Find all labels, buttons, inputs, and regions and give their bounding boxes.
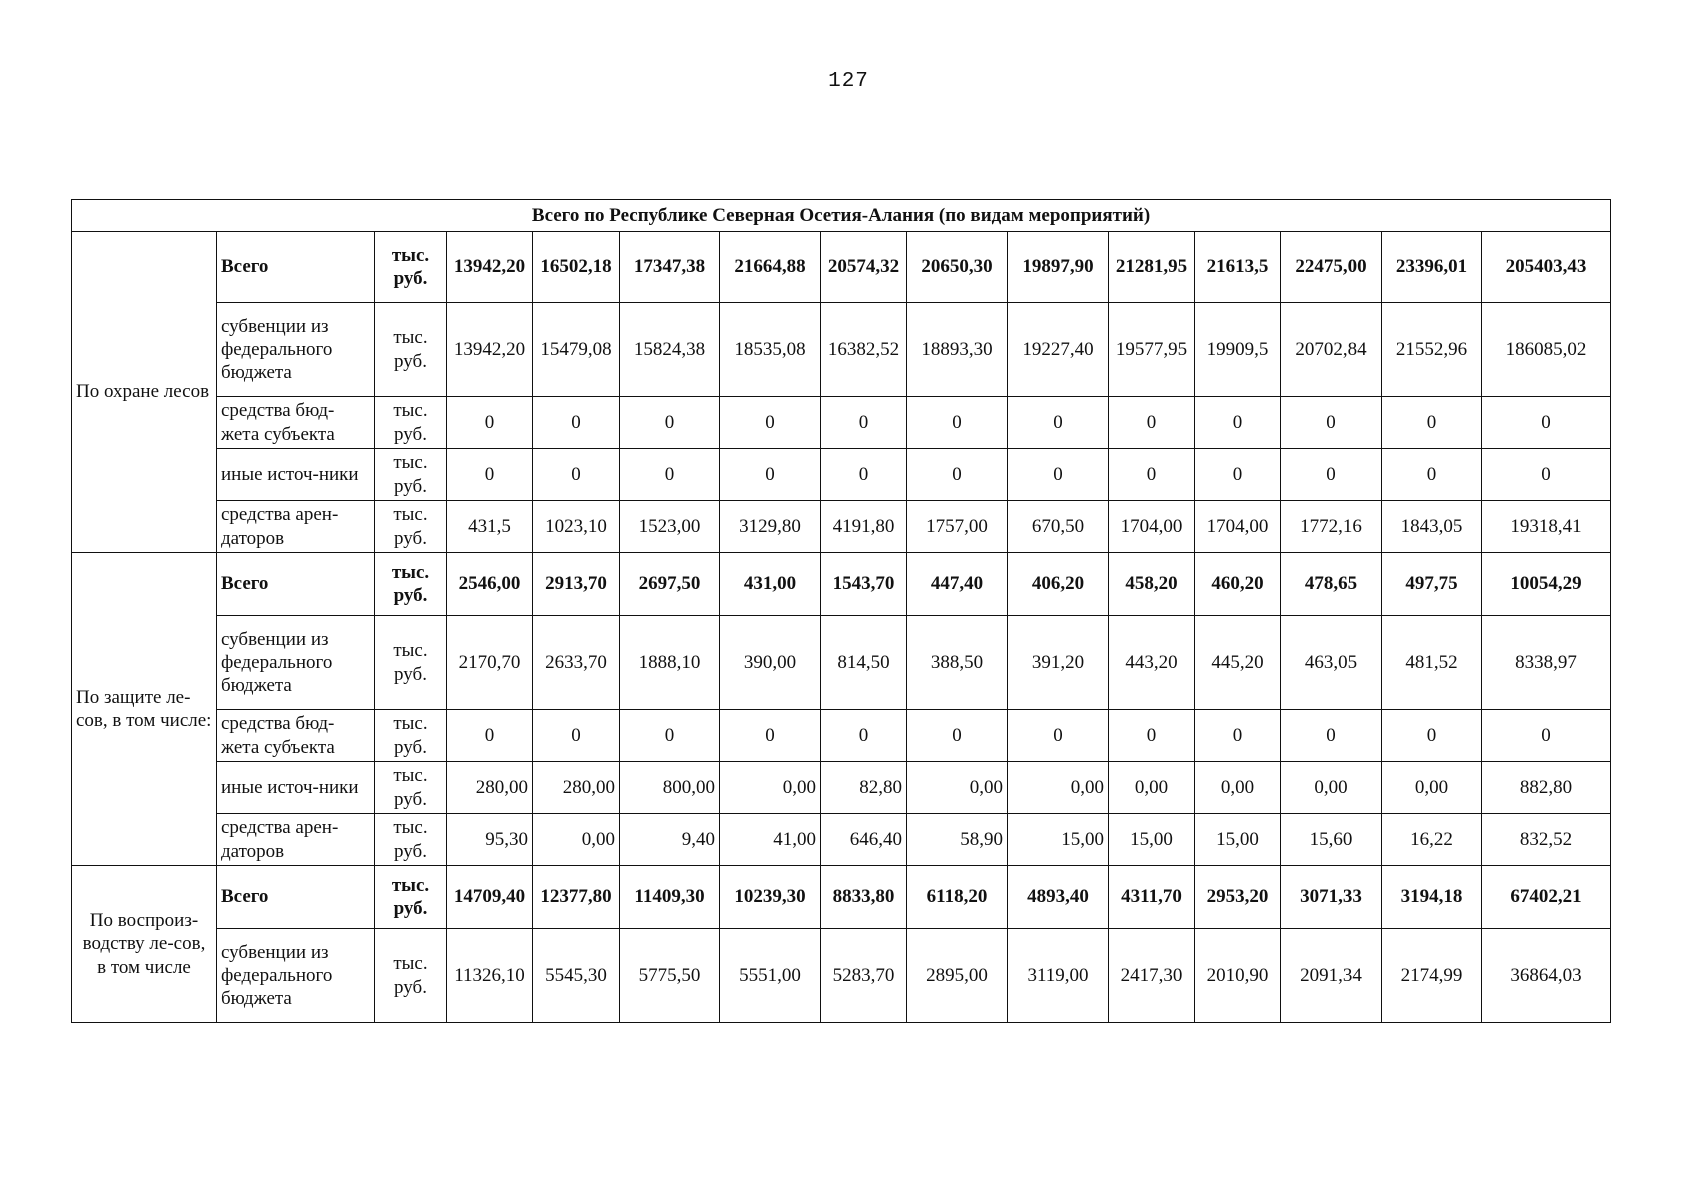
value-cell: 0 <box>620 397 720 449</box>
value-cell: 21664,88 <box>720 232 821 303</box>
row-category: Всего <box>217 866 375 929</box>
value-cell: 0 <box>1382 710 1482 762</box>
value-cell: 19909,5 <box>1195 303 1281 397</box>
row-category: субвенции из федерального бюджета <box>217 929 375 1023</box>
value-cell: 0 <box>1382 449 1482 501</box>
row-unit: тыс. руб. <box>375 397 447 449</box>
table-title-row <box>72 200 1611 232</box>
value-cell: 431,5 <box>447 501 533 553</box>
value-cell: 1523,00 <box>620 501 720 553</box>
group-label: По защите ле-сов, в том числе: <box>72 553 217 866</box>
value-cell: 0 <box>533 449 620 501</box>
table-row <box>72 303 1611 397</box>
value-cell: 186085,02 <box>1482 303 1611 397</box>
value-cell: 0 <box>1482 710 1611 762</box>
row-unit: тыс. руб. <box>375 501 447 553</box>
value-cell: 95,30 <box>447 814 533 866</box>
value-cell: 10239,30 <box>720 866 821 929</box>
value-cell: 20702,84 <box>1281 303 1382 397</box>
value-cell: 0 <box>1281 710 1382 762</box>
value-cell: 460,20 <box>1195 553 1281 616</box>
value-cell: 0,00 <box>533 814 620 866</box>
row-unit: тыс. руб. <box>375 232 447 303</box>
row-category: средства арен-даторов <box>217 814 375 866</box>
value-cell: 280,00 <box>533 762 620 814</box>
value-cell: 205403,43 <box>1482 232 1611 303</box>
value-cell: 0 <box>1195 397 1281 449</box>
table-row <box>72 397 1611 449</box>
group-label: По воспроиз-водству ле-сов, в том числе <box>72 866 217 1023</box>
value-cell: 0,00 <box>1195 762 1281 814</box>
value-cell: 13942,20 <box>447 232 533 303</box>
table-row <box>72 232 1611 303</box>
value-cell: 0 <box>447 397 533 449</box>
row-unit: тыс. руб. <box>375 866 447 929</box>
value-cell: 0 <box>1008 710 1109 762</box>
value-cell: 0 <box>1482 449 1611 501</box>
row-unit: тыс. руб. <box>375 814 447 866</box>
value-cell: 2170,70 <box>447 616 533 710</box>
value-cell: 1704,00 <box>1195 501 1281 553</box>
value-cell: 2091,34 <box>1281 929 1382 1023</box>
value-cell: 280,00 <box>447 762 533 814</box>
table-title: Всего по Республике Северная Осетия-Алания (по видам мероприятий) <box>72 200 1611 232</box>
value-cell: 0 <box>1008 397 1109 449</box>
value-cell: 3194,18 <box>1382 866 1482 929</box>
value-cell: 4893,40 <box>1008 866 1109 929</box>
value-cell: 1888,10 <box>620 616 720 710</box>
row-category: иные источ-ники <box>217 449 375 501</box>
value-cell: 2953,20 <box>1195 866 1281 929</box>
table-row <box>72 710 1611 762</box>
value-cell: 15,00 <box>1008 814 1109 866</box>
value-cell: 882,80 <box>1482 762 1611 814</box>
row-category: Всего <box>217 232 375 303</box>
row-category: средства арен-даторов <box>217 501 375 553</box>
value-cell: 3071,33 <box>1281 866 1382 929</box>
row-category: субвенции из федерального бюджета <box>217 303 375 397</box>
value-cell: 670,50 <box>1008 501 1109 553</box>
value-cell: 5283,70 <box>821 929 907 1023</box>
value-cell: 0 <box>620 449 720 501</box>
value-cell: 0,00 <box>1382 762 1482 814</box>
value-cell: 5545,30 <box>533 929 620 1023</box>
value-cell: 0 <box>907 710 1008 762</box>
value-cell: 16,22 <box>1382 814 1482 866</box>
value-cell: 814,50 <box>821 616 907 710</box>
value-cell: 19227,40 <box>1008 303 1109 397</box>
value-cell: 0 <box>1195 449 1281 501</box>
value-cell: 15479,08 <box>533 303 620 397</box>
value-cell: 41,00 <box>720 814 821 866</box>
row-category: Всего <box>217 553 375 616</box>
value-cell: 443,20 <box>1109 616 1195 710</box>
value-cell: 447,40 <box>907 553 1008 616</box>
value-cell: 406,20 <box>1008 553 1109 616</box>
row-unit: тыс. руб. <box>375 303 447 397</box>
value-cell: 18893,30 <box>907 303 1008 397</box>
value-cell: 2010,90 <box>1195 929 1281 1023</box>
value-cell: 11409,30 <box>620 866 720 929</box>
table-row <box>72 762 1611 814</box>
value-cell: 9,40 <box>620 814 720 866</box>
value-cell: 0 <box>720 449 821 501</box>
table-row <box>72 553 1611 616</box>
value-cell: 0,00 <box>907 762 1008 814</box>
value-cell: 0 <box>720 710 821 762</box>
row-category: иные источ-ники <box>217 762 375 814</box>
row-category: субвенции из федерального бюджета <box>217 616 375 710</box>
value-cell: 0 <box>821 449 907 501</box>
value-cell: 1757,00 <box>907 501 1008 553</box>
value-cell: 4311,70 <box>1109 866 1195 929</box>
table-row <box>72 449 1611 501</box>
value-cell: 0,00 <box>720 762 821 814</box>
value-cell: 2697,50 <box>620 553 720 616</box>
value-cell: 67402,21 <box>1482 866 1611 929</box>
value-cell: 21281,95 <box>1109 232 1195 303</box>
value-cell: 22475,00 <box>1281 232 1382 303</box>
value-cell: 8833,80 <box>821 866 907 929</box>
value-cell: 20574,32 <box>821 232 907 303</box>
value-cell: 11326,10 <box>447 929 533 1023</box>
value-cell: 0 <box>533 397 620 449</box>
value-cell: 15,00 <box>1195 814 1281 866</box>
value-cell: 0 <box>1281 397 1382 449</box>
value-cell: 1772,16 <box>1281 501 1382 553</box>
value-cell: 14709,40 <box>447 866 533 929</box>
group-label: По охране лесов <box>72 232 217 553</box>
value-cell: 4191,80 <box>821 501 907 553</box>
value-cell: 0,00 <box>1008 762 1109 814</box>
value-cell: 19318,41 <box>1482 501 1611 553</box>
value-cell: 10054,29 <box>1482 553 1611 616</box>
value-cell: 478,65 <box>1281 553 1382 616</box>
value-cell: 19577,95 <box>1109 303 1195 397</box>
value-cell: 58,90 <box>907 814 1008 866</box>
value-cell: 0 <box>447 449 533 501</box>
table-row <box>72 929 1611 1023</box>
value-cell: 0,00 <box>1281 762 1382 814</box>
row-unit: тыс. руб. <box>375 762 447 814</box>
value-cell: 445,20 <box>1195 616 1281 710</box>
value-cell: 2546,00 <box>447 553 533 616</box>
value-cell: 3129,80 <box>720 501 821 553</box>
value-cell: 0 <box>907 397 1008 449</box>
value-cell: 8338,97 <box>1482 616 1611 710</box>
value-cell: 0 <box>1109 710 1195 762</box>
row-unit: тыс. руб. <box>375 553 447 616</box>
value-cell: 18535,08 <box>720 303 821 397</box>
value-cell: 832,52 <box>1482 814 1611 866</box>
value-cell: 0 <box>720 397 821 449</box>
value-cell: 17347,38 <box>620 232 720 303</box>
value-cell: 0 <box>1281 449 1382 501</box>
value-cell: 2913,70 <box>533 553 620 616</box>
value-cell: 16502,18 <box>533 232 620 303</box>
value-cell: 0 <box>1008 449 1109 501</box>
table-row <box>72 616 1611 710</box>
value-cell: 0 <box>1109 449 1195 501</box>
value-cell: 1023,10 <box>533 501 620 553</box>
value-cell: 0 <box>1482 397 1611 449</box>
value-cell: 1543,70 <box>821 553 907 616</box>
value-cell: 481,52 <box>1382 616 1482 710</box>
row-category: средства бюд-жета субъекта <box>217 710 375 762</box>
row-unit: тыс. руб. <box>375 616 447 710</box>
value-cell: 0 <box>821 397 907 449</box>
value-cell: 458,20 <box>1109 553 1195 616</box>
value-cell: 19897,90 <box>1008 232 1109 303</box>
value-cell: 2417,30 <box>1109 929 1195 1023</box>
value-cell: 463,05 <box>1281 616 1382 710</box>
value-cell: 2895,00 <box>907 929 1008 1023</box>
value-cell: 2633,70 <box>533 616 620 710</box>
value-cell: 1843,05 <box>1382 501 1482 553</box>
value-cell: 15,60 <box>1281 814 1382 866</box>
value-cell: 2174,99 <box>1382 929 1482 1023</box>
funding-table <box>71 199 1611 1023</box>
value-cell: 21552,96 <box>1382 303 1482 397</box>
value-cell: 0 <box>447 710 533 762</box>
value-cell: 0 <box>1382 397 1482 449</box>
row-unit: тыс. руб. <box>375 710 447 762</box>
value-cell: 800,00 <box>620 762 720 814</box>
value-cell: 1704,00 <box>1109 501 1195 553</box>
value-cell: 388,50 <box>907 616 1008 710</box>
row-category: средства бюд-жета субъекта <box>217 397 375 449</box>
table-row <box>72 866 1611 929</box>
value-cell: 12377,80 <box>533 866 620 929</box>
value-cell: 5551,00 <box>720 929 821 1023</box>
value-cell: 0 <box>821 710 907 762</box>
value-cell: 497,75 <box>1382 553 1482 616</box>
value-cell: 6118,20 <box>907 866 1008 929</box>
value-cell: 21613,5 <box>1195 232 1281 303</box>
value-cell: 3119,00 <box>1008 929 1109 1023</box>
value-cell: 0,00 <box>1109 762 1195 814</box>
value-cell: 0 <box>533 710 620 762</box>
page-number: 127 <box>828 70 869 93</box>
value-cell: 15824,38 <box>620 303 720 397</box>
value-cell: 390,00 <box>720 616 821 710</box>
value-cell: 646,40 <box>821 814 907 866</box>
value-cell: 0 <box>1195 710 1281 762</box>
value-cell: 82,80 <box>821 762 907 814</box>
value-cell: 431,00 <box>720 553 821 616</box>
value-cell: 15,00 <box>1109 814 1195 866</box>
table-row <box>72 814 1611 866</box>
value-cell: 391,20 <box>1008 616 1109 710</box>
value-cell: 36864,03 <box>1482 929 1611 1023</box>
value-cell: 0 <box>620 710 720 762</box>
row-unit: тыс. руб. <box>375 929 447 1023</box>
table-row <box>72 501 1611 553</box>
row-unit: тыс. руб. <box>375 449 447 501</box>
value-cell: 20650,30 <box>907 232 1008 303</box>
value-cell: 0 <box>907 449 1008 501</box>
value-cell: 13942,20 <box>447 303 533 397</box>
value-cell: 5775,50 <box>620 929 720 1023</box>
value-cell: 23396,01 <box>1382 232 1482 303</box>
value-cell: 0 <box>1109 397 1195 449</box>
value-cell: 16382,52 <box>821 303 907 397</box>
